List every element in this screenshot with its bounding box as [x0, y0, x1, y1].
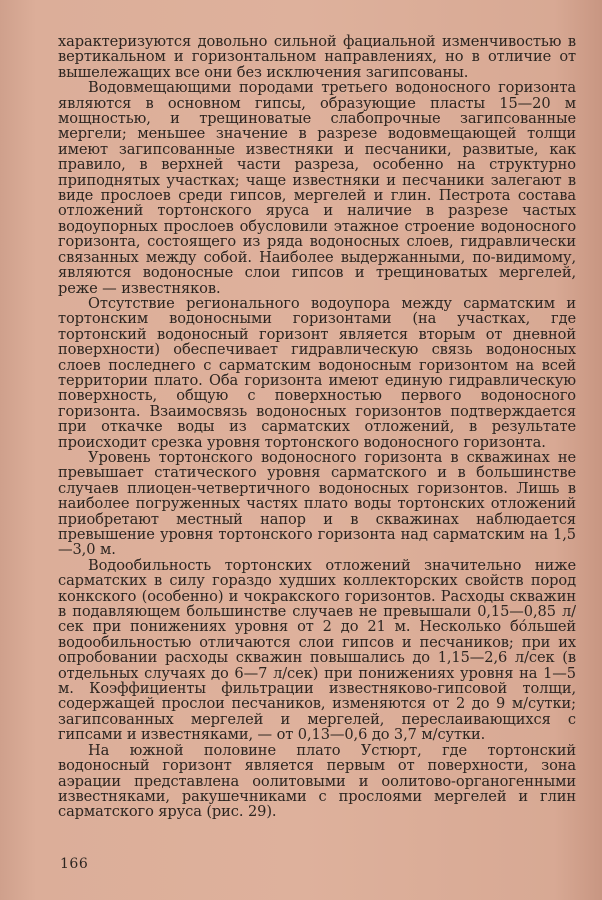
paragraph-4: Уровень тортонского водоносного горизонта в скважинах не превышает статического уровня сарматского и в большинстве случаев плиоцен-четвертичного водоносных горизонтов. Лишь в наиболее погруженных частях плато воды тортонских отложений приобретают местный напор и в скважинах наблюдается превышение уровня тортонского горизонта над сарматским на 1,5—3,0 м. [58, 448, 576, 559]
paragraph-5: Водообильность тортонских отложений значительно ниже сарматских в силу гораздо худших коллекторских свойств пород конкского (особенно) и чокракского горизонтов. Расходы скважин в подавляющем большинстве случаев не превышали 0,15—0,85 л/сек при понижениях уровня от 2 до 21 м. Несколько бо́льшей водообильностью отличаются слои гипсов и песчаников; при их опробовании расходы скважин повышались до 1,15—2,6 л/сек (в отдельных случаях до 6—7 л/сек) при понижениях уровня на 1—5 м. Коэффициенты фильтрации известняково-гипсовой толщи, содержащей прослои песчаников, изменяются от 2 до 9 м/сутки; загипсованных мергелей и мергелей, переслаивающихся с гипсами и известняками, — от 0,13—0,6 до 3,7 м/сутки. [58, 556, 576, 744]
body-text [58, 34, 576, 820]
paragraph-6: На южной половине плато Устюрт, где тортонский водоносный горизонт является первым от поверхности, зона аэрации представлена оолитовыми и оолитово-органогенными известняками, ракушечниками с прослоями мергелей и глин сарматского яруса (рис. 29). [58, 741, 576, 821]
page-number: 166 [60, 856, 89, 872]
paragraph-1: характеризуются довольно сильной фациальной изменчивостью в вертикальном и горизонтальном направлениях, но в отличие от вышележащих все они без исключения загипсованы. [58, 33, 576, 81]
paragraph-3: Отсутствие регионального водоупора между сарматским и тортонским водоносными горизонтами (на участках, где тортонский водоносный горизонт является вторым от дневной поверхности) обеспечивает гидравлическую связь водоносных слоев последнего с сарматским водоносным горизонтом на всей территории плато. Оба горизонта имеют единую гидравлическую поверхность, общую с поверхностью первого водоносного горизонта. Взаимосвязь водоносных горизонтов подтверждается при откачке воды из сарматских отложений, в результате происходит срезка уровня тортонского водоносного горизонта. [58, 294, 576, 451]
paragraph-2: Водовмещающими породами третьего водоносного горизонта являются в основном гипсы, образующие пласты 15—20 м мощностью, и трещиноватые слабопрочные загипсованные мергели; меньшее значение в разрезе водовмещающей толщи имеют загипсованные известняки и песчаники, развитые, как правило, в верхней части разреза, особенно на структурно приподнятых участках; чаще известняки и песчаники залегают в виде прослоев среди гипсов, мергелей и глин. Пестрота состава отложений тортонского яруса и наличие в разрезе частых водоупорных прослоев обусловили этажное строение водоносного горизонта, состоящего из ряда водоносных слоев, гидравлически связанных между собой. Наиболее выдержанными, по-видимому, являются водоносные слои гипсов и трещиноватых мергелей, реже — известняков. [58, 79, 576, 297]
